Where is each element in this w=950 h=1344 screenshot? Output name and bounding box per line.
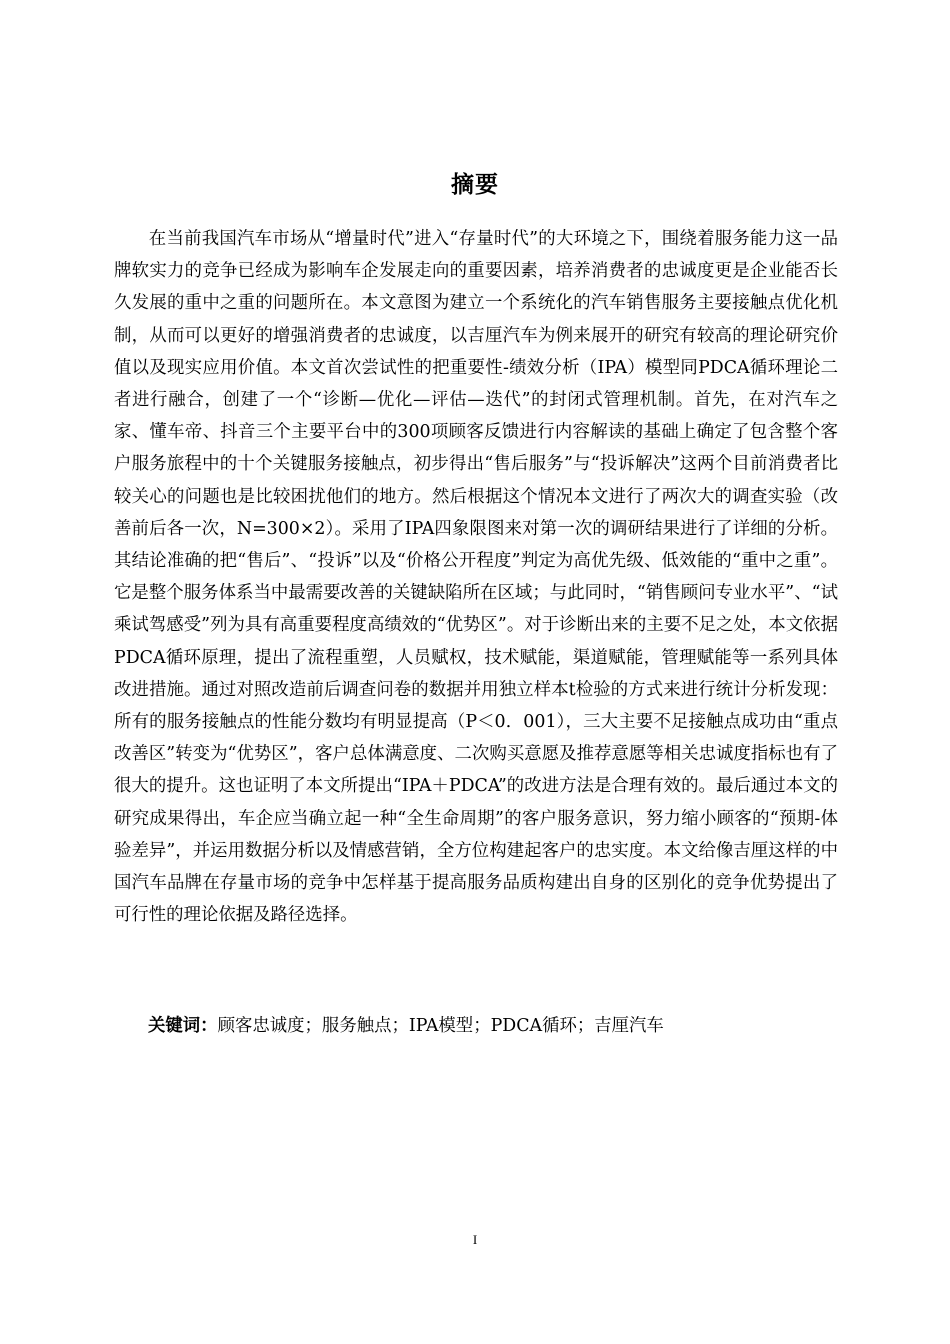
- page-number: I: [472, 1232, 478, 1247]
- abstract-body: 在当前我国汽车市场从“增量时代”进入“存量时代”的大环境之下，围绕着服务能力这一品牌软实力的竞争已经成为影响车企发展走向的重要因素，培养消费者的忠诚度更是企业能否长久发展的重中之重的问题所在。本文意图为建立一个系统化的汽车销售服务主要接触点优化机制，从而可以更好的增强消费者的忠诚度，以吉厘汽车为例来展开的研究有较高的理论研究价值以及现实应用价值。本文首次尝试性的把重要性-绩效分析（IPA）模型同PDCA循环理论二者进行融合，创建了一个“诊断—优化—评估—迭代”的封闭式管理机制。首先，在对汽车之家、懂车帝、抖音三个主要平台中的300项顾客反馈进行内容解读的基础上确定了包含整个客户服务旅程中的十个关键服务接触点，初步得出“售后服务”与“投诉解决”这两个目前消费者比较关心的问题也是比较困扰他们的地方。然后根据这个情况本文进行了两次大的调查实验（改善前后各一次，N=300×2）。采用了IPA四象限图来对第一次的调研结果进行了详细的分析。其结论准确的把“售后”、“投诉”以及“价格公开程度”判定为高优先级、低效能的“重中之重”。它是整个服务体系当中最需要改善的关键缺陷所在区域；与此同时，“销售顾问专业水平”、“试乘试驾感受”列为具有高重要程度高绩效的“优势区”。对于诊断出来的主要不足之处，本文依据PDCA循环原理，提出了流程重塑，人员赋权，技术赋能，渠道赋能，管理赋能等一系列具体改进措施。通过对照改造前后调查问卷的数据并用独立样本t检验的方式来进行统计分析发现：所有的服务接触点的性能分数均有明显提高（P＜0．001），三大主要不足接触点成功由“重点改善区”转变为“优势区”，客户总体满意度、二次购买意愿及推荐意愿等相关忠诚度指标也有了很大的提升。这也证明了本文所提出“IPA＋PDCA”的改进方法是合理有效的。最后通过本文的研究成果得出，车企应当确立起一种“全生命周期”的客户服务意识，努力缩小顾客的“预期-体验差异”，并运用数据分析以及情感营销，全方位构建起客户的忠实度。本文给像吉厘这样的中国汽车品牌在存量市场的竞争中怎样基于提高服务品质构建出自身的区别化的竞争优势提出了可行性的理论依据及路径选择。: [114, 229, 838, 926]
- keywords-label: 关键词：: [148, 1016, 218, 1036]
- abstract-title: 摘要: [451, 172, 499, 198]
- keywords-line: [148, 1010, 838, 1042]
- keywords-list: 顾客忠诚度；服务触点；IPA模型；PDCA循环；吉厘汽车: [217, 1016, 664, 1036]
